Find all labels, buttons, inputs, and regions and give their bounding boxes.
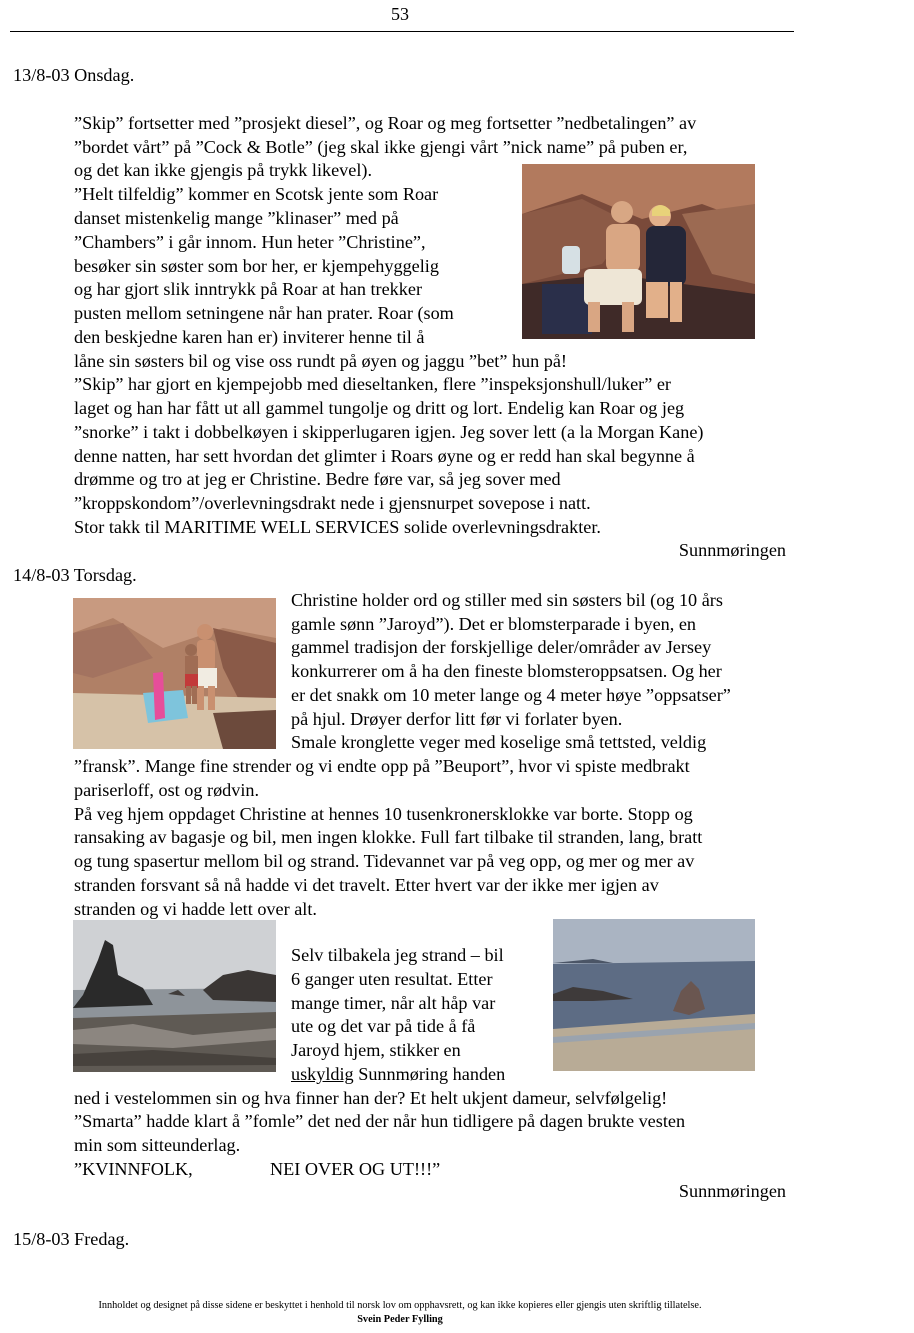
text-line: gamle sønn ”Jaroyd”). Det er blomsterparade i byen, en (291, 614, 697, 634)
text-line: Christine holder ord og stiller med sin søsters bil (og 10 års (291, 590, 723, 610)
page-number: 53 (391, 4, 409, 24)
text-line: stranden og vi hadde lett over alt. (74, 899, 317, 919)
text-line: ”Skip” har gjort en kjempejobb med dieseltanken, flere ”inspeksjonshull/luker” er (74, 374, 671, 394)
text-line: ”Chambers” i går innom. Hun heter ”Christine”, (74, 232, 426, 252)
footer (0, 1299, 800, 1327)
text-line: 6 ganger uten resultat. Etter (291, 969, 493, 989)
author-name: Svein Peder Fylling (357, 1314, 443, 1325)
text-line: ute og det var på tide å få (291, 1016, 476, 1036)
text-line: denne natten, har sett hvordan det glimter i Roars øyne og er redd han skal begynne å (74, 446, 695, 466)
text-line: ”bordet vårt” på ”Cock & Botle” (jeg skal ikke gjengi vårt ”nick name” på puben er, (74, 137, 688, 157)
text-line: og har gjort slik inntrykk på Roar at han trekker (74, 279, 422, 299)
text-fragment: Sunnmøring handen (353, 1064, 506, 1084)
underlined-word: uskyldig (291, 1064, 354, 1084)
photo-couple-icon (522, 164, 755, 339)
text-line-underlined (291, 1063, 505, 1087)
text-line: Jaroyd hjem, stikker en (291, 1040, 461, 1060)
entry-date-friday: 15/8-03 Fredag. (13, 1229, 130, 1249)
text-line: ”Helt tilfeldig” kommer en Scotsk jente som Roar (74, 184, 439, 204)
text-line: ”Smarta” hadde klart å ”fomle” det ned der når hun tidligere på dagen brukte vesten (74, 1111, 686, 1131)
text-line: Smale kronglette veger med koselige små tettsted, veldig (291, 732, 707, 752)
entry-date-wednesday: 13/8-03 Onsdag. (13, 65, 135, 85)
text-line: på hjul. Drøyer derfor litt før vi forlater byen. (291, 709, 623, 729)
text-line: ransaking av bagasje og bil, men ingen klokke. Full fart tilbake til stranden, lang, bratt (74, 827, 703, 847)
text-line: NEI OVER OG UT!!!” (270, 1159, 441, 1179)
photo-rocks-icon (73, 920, 276, 1072)
text-line: danset mistenkelig mange ”klinaser” med på (74, 208, 399, 228)
entry-date-thursday: 14/8-03 Torsdag. (13, 565, 137, 585)
text-line: låne sin søsters bil og vise oss rundt på øyen og jaggu ”bet” hun på! (74, 351, 567, 371)
text-line: konkurrerer om å ha den fineste blomsteroppsatsen. Og her (291, 661, 722, 681)
text-line: mange timer, når alt håp var (291, 993, 496, 1013)
photo-sea-icon (553, 919, 755, 1071)
text-line: og tung spasertur mellom bil og strand. Tidevannet var på veg opp, og mer og mer av (74, 851, 695, 871)
text-line: pariserloff, ost og rødvin. (74, 780, 260, 800)
text-line: den beskjedne karen han er) inviterer henne til å (74, 327, 425, 347)
text-line: gammel tradisjon der forskjellige deler/områder av Jersey (291, 637, 712, 657)
text-line: min som sitteunderlag. (74, 1135, 241, 1155)
text-line: drømme og tro at jeg er Christine. Bedre føre var, så jeg sover med (74, 469, 561, 489)
text-line: På veg hjem oppdaget Christine at hennes 10 tusenkronersklokke var borte. Stopp og (74, 804, 693, 824)
text-line: ”fransk”. Mange fine strender og vi endte opp på ”Beuport”, hvor vi spiste medbrakt (74, 756, 690, 776)
text-line: er det snakk om 10 meter lange og 4 meter høye ”oppsatser” (291, 685, 731, 705)
copyright-notice: Innholdet og designet på disse sidene er beskyttet i henhold til norsk lov om opphavsrett, og kan ikke kopieres eller gjengis uten skriftlig tillatelse. (98, 1300, 702, 1311)
text-line: besøker sin søster som bor her, er kjempehyggelig (74, 256, 439, 276)
photo-beach-boy-icon (73, 598, 276, 749)
text-line: Selv tilbakela jeg strand – bil (291, 945, 504, 965)
signature: Sunnmøringen (678, 1181, 786, 1201)
text-line: laget og han har fått ut all gammel tungolje og dritt og lort. Endelig kan Roar og jeg (74, 398, 685, 418)
text-line: ”KVINNFOLK, (74, 1159, 193, 1179)
text-line: ”kroppskondom”/overlevningsdrakt nede i gjensnurpet sovepose i natt. (74, 493, 591, 513)
text-line: pusten mellom setningene når han prater. Roar (som (74, 303, 454, 323)
text-line: Stor takk til MARITIME WELL SERVICES solide overlevningsdrakter. (74, 517, 601, 537)
text-line: og det kan ikke gjengis på trykk likevel). (74, 160, 372, 180)
text-line: ”snorke” i takt i dobbelkøyen i skipperlugaren igjen. Jeg sover lett (a la Morgan Kane) (74, 422, 704, 442)
text-line: stranden forsvant så nå hadde vi det travelt. Etter hvert var der ikke mer igjen av (74, 875, 659, 895)
text-line: ”Skip” fortsetter med ”prosjekt diesel”, og Roar og meg fortsetter ”nedbetalingen” av (74, 113, 697, 133)
signature: Sunnmøringen (678, 540, 786, 560)
header-rule (10, 31, 794, 32)
text-line: ned i vestelommen sin og hva finner han der? Et helt ukjent dameur, selvfølgelig! (74, 1088, 668, 1108)
